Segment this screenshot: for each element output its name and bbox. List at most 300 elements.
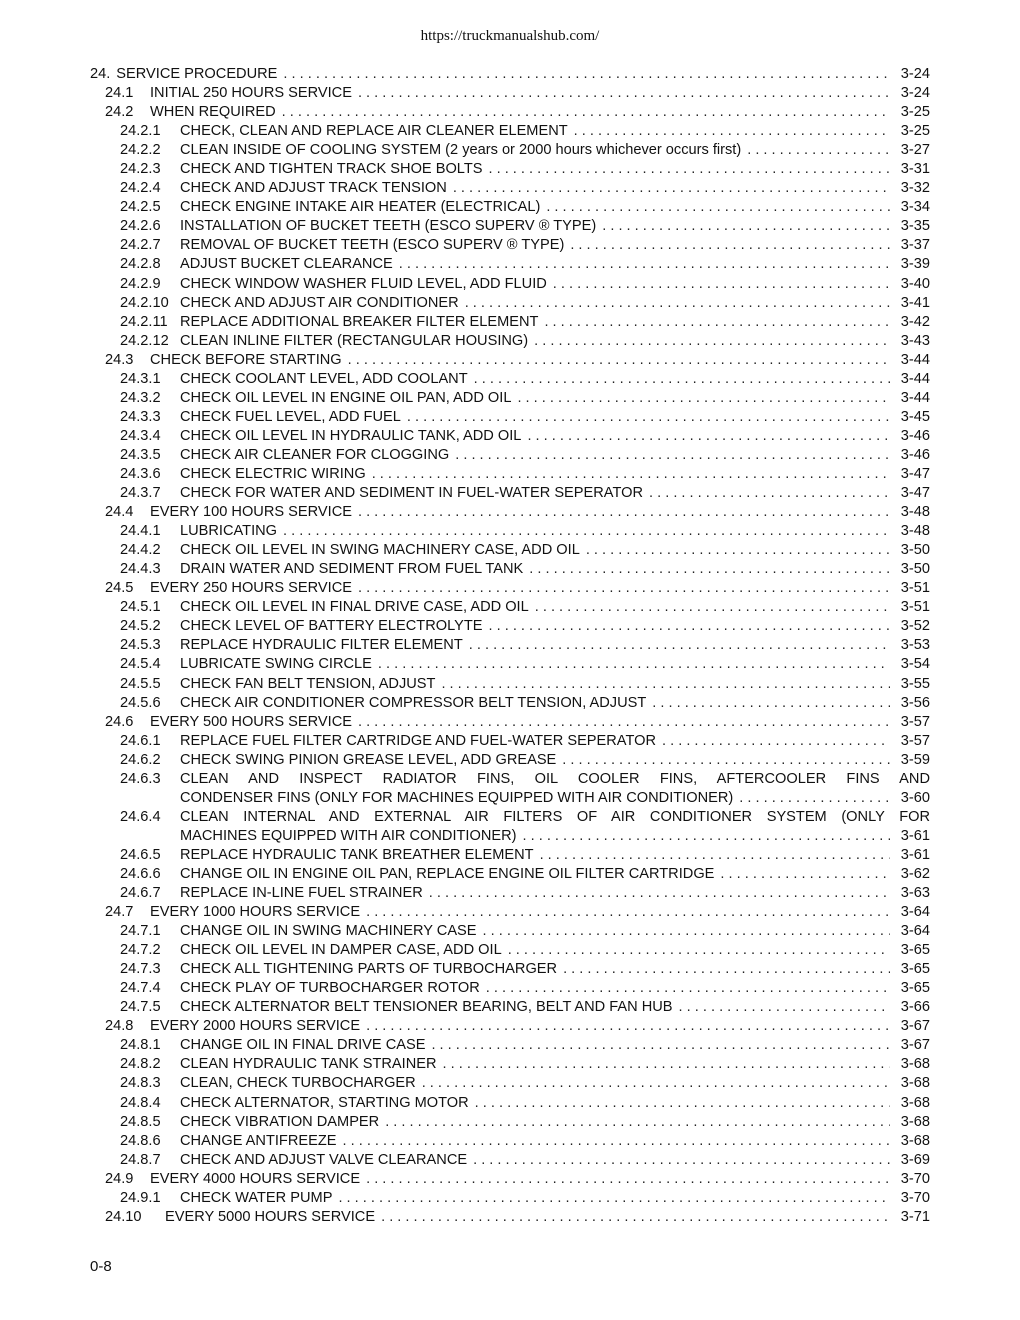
toc-entry-title: CHECK LEVEL OF BATTERY ELECTROLYTE [180, 618, 483, 635]
dot-leader [662, 732, 890, 751]
toc-entry-title: CHECK ENGINE INTAKE AIR HEATER (ELECTRICAL) [180, 199, 541, 216]
toc-entry-number: 24.7.3 [120, 961, 161, 978]
dot-leader [429, 884, 890, 903]
toc-entry-title: CLEAN, CHECK TURBOCHARGER [180, 1075, 416, 1092]
dot-leader [283, 522, 890, 541]
toc-entry-page: 3-48 [900, 523, 930, 540]
toc-entry-title: REPLACE IN-LINE FUEL STRAINER [180, 885, 423, 902]
toc-entry-page: 3-46 [900, 446, 930, 463]
toc-entry-title-continuation: MACHINES EQUIPPED WITH AIR CONDITIONER) [180, 827, 517, 844]
toc-entry[interactable] [90, 294, 930, 313]
toc-entry-page: 3-67 [900, 1037, 930, 1054]
toc-entry[interactable] [90, 122, 930, 141]
toc-entry-number: 24.7.4 [120, 980, 161, 997]
toc-entry-title: CHECK PLAY OF TURBOCHARGER ROTOR [180, 980, 480, 997]
toc-entry[interactable] [90, 484, 930, 503]
dot-leader [563, 960, 890, 979]
toc-entry-number: 24.8.4 [120, 1094, 161, 1111]
toc-entry[interactable] [90, 1208, 930, 1227]
toc-entry-number: 24.8.2 [120, 1056, 161, 1073]
toc-entry-page: 3-48 [900, 504, 930, 521]
toc-entry[interactable] [90, 1151, 930, 1170]
toc-entry-page: 3-63 [900, 885, 930, 902]
toc-entry-title: CHECK AND TIGHTEN TRACK SHOE BOLTS [180, 161, 483, 178]
toc-entry-number: 24.3.3 [120, 408, 161, 425]
source-url[interactable]: https://truckmanualshub.com/ [420, 28, 600, 44]
toc-entry-title: INSTALLATION OF BUCKET TEETH (ESCO SUPERV ® TYPE) [180, 218, 597, 235]
dot-leader [574, 122, 890, 141]
toc-entry-title: CLEAN INLINE FILTER (RECTANGULAR HOUSING) [180, 332, 529, 349]
toc-entry-page: 3-68 [900, 1075, 930, 1092]
toc-entry-number: 24.9.1 [120, 1189, 161, 1206]
dot-leader [483, 922, 890, 941]
toc-entry-page: 3-70 [900, 1189, 930, 1206]
toc-entry-page: 3-68 [900, 1056, 930, 1073]
toc-entry[interactable] [90, 636, 930, 655]
toc-entry-number: 24.3.6 [120, 465, 161, 482]
toc-entry-number: 24.3.2 [120, 389, 161, 406]
toc-entry-number: 24.7.1 [120, 923, 161, 940]
dot-leader [366, 903, 890, 922]
toc-entry[interactable] [90, 998, 930, 1017]
toc-entry-page: 3-46 [900, 427, 930, 444]
dot-leader [358, 84, 890, 103]
toc-entry-page: 3-60 [900, 789, 930, 806]
toc-entry[interactable] [90, 1074, 930, 1093]
toc-entry[interactable] [90, 560, 930, 579]
toc-entry-page: 3-25 [900, 123, 930, 140]
toc-entry-title: CLEAN INTERNAL AND EXTERNAL AIR FILTERS OF AIR CONDITIONER SYSTEM (ONLY FOR [180, 808, 930, 825]
toc-entry-number: 24.6.1 [120, 732, 161, 749]
toc-entry-title: EVERY 2000 HOURS SERVICE [150, 1018, 361, 1035]
toc-entry-page: 3-71 [900, 1208, 930, 1225]
toc-entry-number: 24.1 [105, 85, 134, 102]
toc-entry-page: 3-70 [900, 1170, 930, 1187]
dot-leader [652, 694, 890, 713]
toc-entry-number: 24.2.7 [120, 237, 161, 254]
toc-entry[interactable] [90, 503, 930, 522]
dot-leader [570, 236, 890, 255]
toc-entry[interactable] [90, 217, 930, 236]
toc-entry-page: 3-42 [900, 313, 930, 330]
toc-entry[interactable] [90, 770, 930, 808]
toc-entry[interactable] [90, 275, 930, 294]
toc-entry-title: CLEAN INSIDE OF COOLING SYSTEM (2 years or 2000 hours whichever occurs first) [180, 142, 742, 159]
toc-entry-title: CHECK WINDOW WASHER FLUID LEVEL, ADD FLUID [180, 275, 547, 292]
toc-entry[interactable] [90, 1055, 930, 1074]
dot-leader [453, 179, 890, 198]
toc-entry-title: CHANGE OIL IN ENGINE OIL PAN, REPLACE ENGINE OIL FILTER CARTRIDGE [180, 865, 715, 882]
dot-leader [431, 1036, 890, 1055]
toc-entry-title-continuation: CONDENSER FINS (ONLY FOR MACHINES EQUIPPED WITH AIR CONDITIONER) [180, 789, 734, 806]
dot-leader [474, 370, 890, 389]
toc-entry-page: 3-45 [900, 408, 930, 425]
toc-entry-title: CHECK AND ADJUST VALVE CLEARANCE [180, 1151, 468, 1168]
toc-entry-title: LUBRICATE SWING CIRCLE [180, 656, 372, 673]
toc-entry-title: CLEAN AND INSPECT RADIATOR FINS, OIL COOLER FINS, AFTERCOOLER FINS AND [180, 770, 930, 787]
toc-entry[interactable] [90, 884, 930, 903]
toc-entry[interactable] [90, 179, 930, 198]
toc-entry-number: 24.8.3 [120, 1075, 161, 1092]
toc-entry-title: CHECK FOR WATER AND SEDIMENT IN FUEL-WATER SEPERATOR [180, 485, 643, 502]
toc-entry-title: CHECK AND ADJUST TRACK TENSION [180, 180, 447, 197]
toc-entry-number: 24.8.1 [120, 1037, 161, 1054]
toc-entry-page: 3-50 [900, 542, 930, 559]
toc-entry-title: CHECK AIR CONDITIONER COMPRESSOR BELT TENSION, ADJUST [180, 694, 647, 711]
toc-entry[interactable] [90, 408, 930, 427]
toc-entry-number: 24.3.4 [120, 427, 161, 444]
toc-entry[interactable] [90, 903, 930, 922]
toc-entry[interactable] [90, 922, 930, 941]
toc-entry[interactable] [90, 941, 930, 960]
dot-leader [283, 65, 890, 84]
toc-entry-number: 24.7.2 [120, 942, 161, 959]
toc-entry[interactable] [90, 979, 930, 998]
toc-entry-page: 3-57 [900, 713, 930, 730]
toc-entry-page: 3-65 [900, 961, 930, 978]
toc-entry-page: 3-47 [900, 485, 930, 502]
toc-entry-page: 3-53 [900, 637, 930, 654]
table-of-contents [90, 65, 930, 1227]
toc-entry-number: 24.5.5 [120, 675, 161, 692]
toc-entry-title: CHECK OIL LEVEL IN HYDRAULIC TANK, ADD OIL [180, 427, 522, 444]
toc-entry[interactable] [90, 160, 930, 179]
toc-entry-number: 24.3.5 [120, 446, 161, 463]
toc-entry-page: 3-35 [900, 218, 930, 235]
toc-entry-number: 24.5.3 [120, 637, 161, 654]
toc-entry-number: 24.2.4 [120, 180, 161, 197]
toc-entry-page: 3-24 [900, 85, 930, 102]
toc-entry-page: 3-67 [900, 1018, 930, 1035]
dot-leader [562, 751, 890, 770]
dot-leader [540, 846, 890, 865]
toc-entry-page: 3-44 [900, 351, 930, 368]
dot-leader [422, 1074, 890, 1093]
toc-entry[interactable] [90, 446, 930, 465]
toc-entry-number: 24.8 [105, 1018, 134, 1035]
toc-entry-title: CHECK WATER PUMP [180, 1189, 333, 1206]
toc-entry[interactable] [90, 255, 930, 274]
toc-entry-title: DRAIN WATER AND SEDIMENT FROM FUEL TANK [180, 561, 524, 578]
toc-entry-number: 24.6.4 [120, 808, 161, 825]
toc-entry[interactable] [90, 1113, 930, 1132]
toc-entry-number: 24.10 [105, 1208, 142, 1225]
toc-entry[interactable] [90, 598, 930, 617]
dot-leader [475, 1094, 890, 1113]
toc-entry-number: 24. [90, 66, 111, 82]
toc-entry[interactable] [90, 1170, 930, 1189]
toc-entry-number: 24.3.1 [120, 370, 161, 387]
toc-entry-number: 24.8.7 [120, 1151, 161, 1168]
toc-entry-number: 24.8.6 [120, 1132, 161, 1149]
toc-entry-title: REPLACE FUEL FILTER CARTRIDGE AND FUEL-WATER SEPERATOR [180, 732, 656, 749]
toc-entry-number: 24.4.3 [120, 561, 161, 578]
toc-entry[interactable] [90, 541, 930, 560]
toc-entry-number: 24.5.1 [120, 599, 161, 616]
toc-entry-number: 24.2.3 [120, 161, 161, 178]
toc-entry-number: 24.6.5 [120, 846, 161, 863]
toc-entry-page: 3-68 [900, 1094, 930, 1111]
dot-leader [523, 827, 891, 846]
toc-entry-number: 24.6.3 [120, 770, 161, 787]
toc-entry-number: 24.6.2 [120, 751, 161, 768]
toc-entry[interactable] [90, 865, 930, 884]
toc-entry[interactable] [90, 351, 930, 370]
toc-entry[interactable] [90, 1132, 930, 1151]
toc-entry-page: 3-65 [900, 980, 930, 997]
toc-entry-number: 24.5 [105, 580, 134, 597]
toc-entry-page: 3-55 [900, 675, 930, 692]
dot-leader [747, 141, 890, 160]
toc-entry-number: 24.7.5 [120, 999, 161, 1016]
toc-entry-number: 24.2.9 [120, 275, 161, 292]
toc-entry-page: 3-66 [900, 999, 930, 1016]
toc-entry[interactable] [90, 236, 930, 255]
dot-leader [366, 1017, 890, 1036]
toc-entry-number: 24.2.5 [120, 199, 161, 216]
toc-entry-title: WHEN REQUIRED [150, 104, 276, 121]
toc-entry-number: 24.5.2 [120, 618, 161, 635]
toc-entry-page: 3-51 [900, 599, 930, 616]
toc-entry-page: 3-64 [900, 904, 930, 921]
toc-entry-title: CHECK OIL LEVEL IN FINAL DRIVE CASE, ADD OIL [180, 599, 529, 616]
toc-entry-title: EVERY 100 HOURS SERVICE [150, 504, 352, 521]
toc-entry-title: CHECK ALTERNATOR BELT TENSIONER BEARING, BELT AND FAN HUB [180, 999, 673, 1016]
toc-entry-page: 3-24 [900, 66, 930, 82]
toc-entry-number: 24.2.11 [120, 313, 168, 330]
dot-leader [366, 1170, 890, 1189]
toc-entry-page: 3-50 [900, 561, 930, 578]
dot-leader [602, 217, 890, 236]
dot-leader [739, 789, 890, 808]
toc-entry-page: 3-34 [900, 199, 930, 216]
dot-leader [358, 579, 890, 598]
toc-entry-title: CHECK VIBRATION DAMPER [180, 1113, 380, 1130]
dot-leader [441, 675, 890, 694]
toc-entry-page: 3-61 [900, 846, 930, 863]
toc-entry[interactable] [90, 103, 930, 122]
dot-leader [338, 1189, 890, 1208]
dot-leader [282, 103, 890, 122]
toc-entry-page: 3-39 [900, 256, 930, 273]
toc-entry-title: CHANGE ANTIFREEZE [180, 1132, 337, 1149]
toc-entry-number: 24.5.6 [120, 694, 161, 711]
dot-leader [720, 865, 890, 884]
toc-entry-number: 24.5.4 [120, 656, 161, 673]
dot-leader [381, 1208, 890, 1227]
dot-leader [358, 713, 890, 732]
toc-entry-title: CHANGE OIL IN SWING MACHINERY CASE [180, 923, 477, 940]
toc-entry[interactable] [90, 1189, 930, 1208]
toc-entry[interactable] [90, 713, 930, 732]
dot-leader [553, 275, 890, 294]
toc-entry-title: CHECK AND ADJUST AIR CONDITIONER [180, 294, 459, 311]
toc-entry-page: 3-57 [900, 732, 930, 749]
toc-entry-number: 24.3 [105, 351, 134, 368]
toc-entry-page: 3-27 [900, 142, 930, 159]
dot-leader [535, 598, 890, 617]
toc-entry-number: 24.2.12 [120, 332, 169, 349]
dot-leader [343, 1132, 891, 1151]
toc-entry-page: 3-52 [900, 618, 930, 635]
dot-leader [358, 503, 890, 522]
dot-leader [399, 255, 890, 274]
toc-entry-title: REPLACE HYDRAULIC TANK BREATHER ELEMENT [180, 846, 534, 863]
toc-entry-page: 3-44 [900, 370, 930, 387]
dot-leader [465, 294, 890, 313]
toc-entry-page: 3-40 [900, 275, 930, 292]
toc-entry-title: INITIAL 250 HOURS SERVICE [150, 85, 352, 102]
toc-entry[interactable] [90, 732, 930, 751]
toc-entry-page: 3-43 [900, 332, 930, 349]
toc-entry-number: 24.2.10 [120, 294, 169, 311]
dot-leader [534, 332, 890, 351]
toc-entry[interactable] [90, 960, 930, 979]
toc-entry[interactable] [90, 846, 930, 865]
toc-entry[interactable] [90, 332, 930, 351]
toc-entry-number: 24.6 [105, 713, 134, 730]
toc-entry-number: 24.2.1 [120, 123, 161, 140]
dot-leader [586, 541, 890, 560]
toc-entry-page: 3-69 [900, 1151, 930, 1168]
dot-leader [649, 484, 890, 503]
toc-entry[interactable] [90, 465, 930, 484]
toc-entry-title: CHECK ELECTRIC WIRING [180, 465, 366, 482]
toc-entry-number: 24.4.1 [120, 523, 161, 540]
toc-entry-number: 24.4.2 [120, 542, 161, 559]
dot-leader [517, 389, 890, 408]
toc-entry-number: 24.7 [105, 904, 134, 921]
toc-entry[interactable] [90, 694, 930, 713]
toc-entry-title: REMOVAL OF BUCKET TEETH (ESCO SUPERV ® TYPE) [180, 237, 565, 254]
toc-entry-number: 24.2.6 [120, 218, 161, 235]
toc-entry-title: EVERY 500 HOURS SERVICE [150, 713, 352, 730]
toc-entry-page: 3-25 [900, 104, 930, 121]
toc-entry-number: 24.2.2 [120, 142, 161, 159]
dot-leader [378, 655, 890, 674]
toc-entry[interactable] [90, 655, 930, 674]
toc-entry-page: 3-59 [900, 751, 930, 768]
toc-entry-number: 24.2 [105, 104, 134, 121]
dot-leader [372, 465, 890, 484]
dot-leader [348, 351, 890, 370]
toc-entry-page: 3-31 [900, 161, 930, 178]
toc-entry-page: 3-47 [900, 465, 930, 482]
dot-leader [527, 427, 890, 446]
toc-entry-page: 3-41 [900, 294, 930, 311]
toc-entry-title: ADJUST BUCKET CLEARANCE [180, 256, 393, 273]
toc-entry-title: EVERY 5000 HOURS SERVICE [165, 1208, 376, 1225]
toc-entry-number: 24.8.5 [120, 1113, 161, 1130]
toc-entry[interactable] [90, 1094, 930, 1113]
toc-entry-page: 3-65 [900, 942, 930, 959]
toc-entry-title: CHECK FUEL LEVEL, ADD FUEL [180, 408, 401, 425]
toc-entry[interactable] [90, 198, 930, 217]
page-number: 0-8 [90, 1258, 112, 1275]
toc-entry-page: 3-32 [900, 180, 930, 197]
toc-entry-title: CHECK SWING PINION GREASE LEVEL, ADD GREASE [180, 751, 557, 768]
toc-entry-title: CHECK ALTERNATOR, STARTING MOTOR [180, 1094, 469, 1111]
dot-leader [488, 160, 890, 179]
toc-entry[interactable] [90, 389, 930, 408]
dot-leader [486, 979, 890, 998]
toc-entry-title: CHECK OIL LEVEL IN DAMPER CASE, ADD OIL [180, 942, 502, 959]
toc-entry-title: EVERY 4000 HOURS SERVICE [150, 1170, 361, 1187]
toc-entry-title: CHECK AIR CLEANER FOR CLOGGING [180, 446, 450, 463]
toc-entry[interactable] [90, 1017, 930, 1036]
toc-entry-number: 24.4 [105, 504, 134, 521]
toc-entry-number: 24.3.7 [120, 485, 161, 502]
toc-entry-title: CHECK ALL TIGHTENING PARTS OF TURBOCHARGER [180, 961, 558, 978]
dot-leader [443, 1055, 890, 1074]
toc-entry-number: 24.6.7 [120, 885, 161, 902]
toc-entry[interactable] [90, 751, 930, 770]
toc-entry[interactable] [90, 522, 930, 541]
toc-entry-title: CHECK COOLANT LEVEL, ADD COOLANT [180, 370, 468, 387]
toc-entry-page: 3-56 [900, 694, 930, 711]
toc-entry-page: 3-68 [900, 1113, 930, 1130]
dot-leader [508, 941, 890, 960]
toc-entry-title: CHECK OIL LEVEL IN ENGINE OIL PAN, ADD OIL [180, 389, 512, 406]
dot-leader [546, 198, 890, 217]
dot-leader [544, 313, 890, 332]
dot-leader [529, 560, 890, 579]
toc-entry-number: 24.9 [105, 1170, 134, 1187]
toc-entry[interactable] [90, 808, 930, 846]
dot-leader [407, 408, 890, 427]
toc-entry[interactable] [90, 84, 930, 103]
toc-entry-number: 24.2.8 [120, 256, 161, 273]
toc-entry[interactable] [90, 617, 930, 636]
toc-entry-page: 3-61 [900, 827, 930, 844]
toc-entry-number: 24.6.6 [120, 865, 161, 882]
toc-entry-title: REPLACE HYDRAULIC FILTER ELEMENT [180, 637, 463, 654]
dot-leader [455, 446, 890, 465]
toc-entry-title: SERVICE PROCEDURE [116, 66, 278, 82]
toc-entry-title: CHECK OIL LEVEL IN SWING MACHINERY CASE, ADD OIL [180, 542, 580, 559]
toc-entry-title: CHECK FAN BELT TENSION, ADJUST [180, 675, 436, 692]
toc-entry[interactable] [90, 313, 930, 332]
toc-entry[interactable] [90, 1036, 930, 1055]
toc-entry-page: 3-51 [900, 580, 930, 597]
toc-entry[interactable] [90, 141, 930, 160]
toc-entry-page: 3-64 [900, 923, 930, 940]
dot-leader [385, 1113, 890, 1132]
toc-entry-title: CHECK BEFORE STARTING [150, 351, 342, 368]
toc-entry[interactable] [90, 370, 930, 389]
dot-leader [489, 617, 891, 636]
dot-leader [473, 1151, 890, 1170]
dot-leader [469, 636, 890, 655]
toc-entry-title: REPLACE ADDITIONAL BREAKER FILTER ELEMENT [180, 313, 539, 330]
toc-entry-title: EVERY 1000 HOURS SERVICE [150, 904, 361, 921]
toc-entry-page: 3-37 [900, 237, 930, 254]
toc-entry[interactable] [90, 579, 930, 598]
dot-leader [679, 998, 890, 1017]
toc-entry[interactable] [90, 65, 930, 84]
toc-entry-page: 3-44 [900, 389, 930, 406]
toc-entry-title: CLEAN HYDRAULIC TANK STRAINER [180, 1056, 437, 1073]
toc-entry-title: EVERY 250 HOURS SERVICE [150, 580, 352, 597]
toc-entry[interactable] [90, 675, 930, 694]
toc-entry-title: CHANGE OIL IN FINAL DRIVE CASE [180, 1037, 426, 1054]
toc-entry-title: LUBRICATING [180, 523, 278, 540]
toc-entry[interactable] [90, 427, 930, 446]
toc-entry-title: CHECK, CLEAN AND REPLACE AIR CLEANER ELEMENT [180, 123, 568, 140]
toc-entry-page: 3-68 [900, 1132, 930, 1149]
toc-entry-page: 3-54 [900, 656, 930, 673]
toc-entry-page: 3-62 [900, 865, 930, 882]
